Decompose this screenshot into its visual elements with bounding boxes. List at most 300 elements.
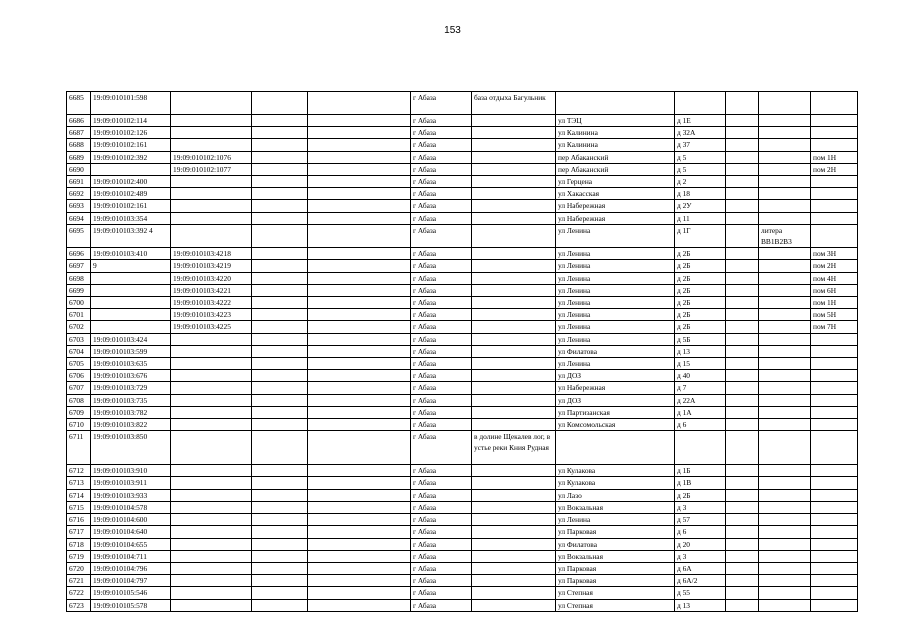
street-cell: ул Вокзальная	[556, 550, 675, 562]
premises-cell	[811, 599, 858, 611]
location-cell	[472, 321, 556, 333]
empty-cell	[726, 176, 759, 188]
house-cell: д 11	[675, 212, 726, 224]
street-cell: пер Абаканский	[556, 163, 675, 175]
table-row	[67, 333, 858, 345]
location-cell	[472, 345, 556, 357]
empty-cell	[252, 599, 308, 611]
empty-cell	[726, 224, 759, 247]
town-cell: г Абаза	[411, 465, 472, 477]
cadastral-number	[91, 297, 171, 309]
empty-cell	[252, 382, 308, 394]
row-number: 6710	[67, 419, 91, 431]
litera-cell	[759, 431, 811, 465]
location-cell	[472, 248, 556, 260]
row-number: 6720	[67, 562, 91, 574]
empty-cell	[308, 224, 411, 247]
premises-cadastral-number	[171, 431, 252, 465]
empty-cell	[308, 406, 411, 418]
street-cell: ул Парковая	[556, 562, 675, 574]
cadastral-number: 19:09:010102:126	[91, 127, 171, 139]
cadastral-number: 19:09:010104:578	[91, 501, 171, 513]
table-row	[67, 526, 858, 538]
premises-cadastral-number	[171, 212, 252, 224]
location-cell	[472, 465, 556, 477]
premises-cadastral-number	[171, 477, 252, 489]
row-number: 6690	[67, 163, 91, 175]
cadastral-number: 19:09:010103:933	[91, 489, 171, 501]
empty-cell	[726, 501, 759, 513]
row-number: 6695	[67, 224, 91, 247]
empty-cell	[252, 431, 308, 465]
street-cell: ул Ленина	[556, 358, 675, 370]
empty-cell	[726, 188, 759, 200]
house-cell: д 1Г	[675, 224, 726, 247]
location-cell	[472, 526, 556, 538]
empty-cell	[252, 562, 308, 574]
location-cell	[472, 163, 556, 175]
empty-cell	[252, 358, 308, 370]
street-cell: ул Кулакова	[556, 477, 675, 489]
empty-cell	[726, 465, 759, 477]
premises-cell	[811, 176, 858, 188]
town-cell: г Абаза	[411, 188, 472, 200]
empty-cell	[726, 284, 759, 296]
cadastral-number: 19:09:010103:911	[91, 477, 171, 489]
litera-cell	[759, 345, 811, 357]
town-cell: г Абаза	[411, 431, 472, 465]
cadastral-number: 19:09:010103:910	[91, 465, 171, 477]
premises-cell	[811, 127, 858, 139]
house-cell: д 6А	[675, 562, 726, 574]
premises-cadastral-number	[171, 538, 252, 550]
town-cell: г Абаза	[411, 370, 472, 382]
cadastral-number: 19:09:010103:735	[91, 394, 171, 406]
empty-cell	[726, 212, 759, 224]
location-cell	[472, 419, 556, 431]
premises-cell: пом 7Н	[811, 321, 858, 333]
location-cell	[472, 370, 556, 382]
town-cell: г Абаза	[411, 501, 472, 513]
premises-cell	[811, 358, 858, 370]
premises-cadastral-number	[171, 419, 252, 431]
street-cell: ул Ленина	[556, 272, 675, 284]
empty-cell	[252, 115, 308, 127]
empty-cell	[726, 575, 759, 587]
town-cell: г Абаза	[411, 477, 472, 489]
town-cell: г Абаза	[411, 248, 472, 260]
empty-cell	[252, 345, 308, 357]
litera-cell	[759, 526, 811, 538]
location-cell	[472, 514, 556, 526]
house-cell: д 2	[675, 176, 726, 188]
empty-cell	[252, 163, 308, 175]
location-cell	[472, 358, 556, 370]
street-cell: ул Калинина	[556, 139, 675, 151]
location-cell	[472, 333, 556, 345]
premises-cadastral-number: 19:09:010103:4220	[171, 272, 252, 284]
litera-cell	[759, 550, 811, 562]
empty-cell	[252, 406, 308, 418]
empty-cell	[308, 139, 411, 151]
town-cell: г Абаза	[411, 127, 472, 139]
empty-cell	[726, 587, 759, 599]
premises-cell	[811, 370, 858, 382]
town-cell: г Абаза	[411, 139, 472, 151]
table-row	[67, 115, 858, 127]
empty-cell	[308, 394, 411, 406]
premises-cell	[811, 538, 858, 550]
empty-cell	[308, 477, 411, 489]
litera-cell	[759, 248, 811, 260]
table-row	[67, 550, 858, 562]
empty-cell	[726, 406, 759, 418]
premises-cadastral-number	[171, 127, 252, 139]
street-cell: ул ДОЗ	[556, 394, 675, 406]
location-cell	[472, 550, 556, 562]
cadastral-number: 19:09:010103:424	[91, 333, 171, 345]
cadastral-number: 19:09:010105:578	[91, 599, 171, 611]
house-cell: д 13	[675, 599, 726, 611]
empty-cell	[308, 382, 411, 394]
empty-cell	[252, 333, 308, 345]
house-cell: д 5	[675, 151, 726, 163]
premises-cell: пом 6Н	[811, 284, 858, 296]
empty-cell	[726, 550, 759, 562]
town-cell: г Абаза	[411, 345, 472, 357]
street-cell: ул ДОЗ	[556, 370, 675, 382]
premises-cell	[811, 465, 858, 477]
premises-cadastral-number	[171, 200, 252, 212]
table-row	[67, 151, 858, 163]
empty-cell	[252, 489, 308, 501]
empty-cell	[252, 514, 308, 526]
litera-cell	[759, 587, 811, 599]
litera-cell	[759, 163, 811, 175]
table-row	[67, 370, 858, 382]
row-number: 6692	[67, 188, 91, 200]
cadastral-number: 19:09:010104:797	[91, 575, 171, 587]
row-number: 6707	[67, 382, 91, 394]
empty-cell	[308, 260, 411, 272]
street-cell: ул Комсомольская	[556, 419, 675, 431]
litera-cell	[759, 272, 811, 284]
empty-cell	[308, 309, 411, 321]
house-cell: д 1Е	[675, 115, 726, 127]
litera-cell	[759, 92, 811, 115]
empty-cell	[308, 115, 411, 127]
premises-cadastral-number: 19:09:010103:4219	[171, 260, 252, 272]
town-cell: г Абаза	[411, 526, 472, 538]
premises-cadastral-number	[171, 406, 252, 418]
table-row	[67, 127, 858, 139]
empty-cell	[726, 333, 759, 345]
table-row	[67, 477, 858, 489]
premises-cadastral-number	[171, 562, 252, 574]
empty-cell	[252, 297, 308, 309]
premises-cell	[811, 477, 858, 489]
house-cell	[675, 92, 726, 115]
litera-cell	[759, 501, 811, 513]
row-number: 6715	[67, 501, 91, 513]
town-cell: г Абаза	[411, 284, 472, 296]
premises-cell	[811, 394, 858, 406]
location-cell: в долине Щекалев лог, в устье реки Кния Рудная	[472, 431, 556, 465]
town-cell: г Абаза	[411, 115, 472, 127]
row-number: 6708	[67, 394, 91, 406]
table-row	[67, 514, 858, 526]
litera-cell	[759, 562, 811, 574]
empty-cell	[252, 139, 308, 151]
house-cell: д 5Б	[675, 333, 726, 345]
empty-cell	[252, 260, 308, 272]
empty-cell	[726, 272, 759, 284]
location-cell	[472, 115, 556, 127]
cadastral-number: 19:09:010101:598	[91, 92, 171, 115]
location-cell	[472, 406, 556, 418]
town-cell: г Абаза	[411, 176, 472, 188]
row-number: 6706	[67, 370, 91, 382]
litera-cell	[759, 394, 811, 406]
location-cell	[472, 394, 556, 406]
litera-cell	[759, 309, 811, 321]
street-cell: ул Калинина	[556, 127, 675, 139]
house-cell: д 2Б	[675, 260, 726, 272]
table-row	[67, 431, 858, 465]
premises-cell	[811, 212, 858, 224]
cadastral-number: 19:09:010103:850	[91, 431, 171, 465]
empty-cell	[252, 188, 308, 200]
house-cell: д 6	[675, 419, 726, 431]
street-cell: ул Степная	[556, 599, 675, 611]
town-cell: г Абаза	[411, 224, 472, 247]
litera-cell	[759, 538, 811, 550]
register-table	[66, 91, 858, 612]
house-cell: д 1Б	[675, 465, 726, 477]
empty-cell	[252, 224, 308, 247]
empty-cell	[308, 345, 411, 357]
cadastral-number: 19:09:010102:392	[91, 151, 171, 163]
empty-cell	[252, 309, 308, 321]
town-cell: г Абаза	[411, 538, 472, 550]
street-cell: ул ТЭЦ	[556, 115, 675, 127]
town-cell: г Абаза	[411, 419, 472, 431]
house-cell: д 40	[675, 370, 726, 382]
town-cell: г Абаза	[411, 599, 472, 611]
empty-cell	[308, 163, 411, 175]
table-row	[67, 382, 858, 394]
empty-cell	[726, 526, 759, 538]
street-cell: ул Парковая	[556, 575, 675, 587]
empty-cell	[308, 431, 411, 465]
premises-cell	[811, 115, 858, 127]
house-cell	[675, 431, 726, 465]
location-cell	[472, 127, 556, 139]
empty-cell	[308, 248, 411, 260]
empty-cell	[308, 562, 411, 574]
empty-cell	[726, 248, 759, 260]
street-cell: ул Филатова	[556, 538, 675, 550]
row-number: 6693	[67, 200, 91, 212]
litera-cell	[759, 599, 811, 611]
street-cell	[556, 92, 675, 115]
street-cell: ул Лазо	[556, 489, 675, 501]
row-number: 6717	[67, 526, 91, 538]
premises-cell	[811, 224, 858, 247]
empty-cell	[252, 538, 308, 550]
empty-cell	[252, 465, 308, 477]
cadastral-number: 19:09:010104:600	[91, 514, 171, 526]
row-number: 6713	[67, 477, 91, 489]
street-cell: ул Ленина	[556, 309, 675, 321]
empty-cell	[726, 538, 759, 550]
location-cell	[472, 489, 556, 501]
litera-cell	[759, 151, 811, 163]
street-cell: ул Вокзальная	[556, 501, 675, 513]
empty-cell	[252, 394, 308, 406]
town-cell: г Абаза	[411, 514, 472, 526]
empty-cell	[308, 419, 411, 431]
street-cell: ул Ленина	[556, 333, 675, 345]
table-row	[67, 406, 858, 418]
cadastral-number: 19:09:010102:400	[91, 176, 171, 188]
premises-cadastral-number: 19:09:010102:1077	[171, 163, 252, 175]
litera-cell	[759, 406, 811, 418]
cadastral-number: 19:09:010103:392 4	[91, 224, 171, 247]
premises-cell	[811, 526, 858, 538]
premises-cell	[811, 431, 858, 465]
house-cell: д 1В	[675, 477, 726, 489]
table-row	[67, 358, 858, 370]
litera-cell	[759, 489, 811, 501]
empty-cell	[726, 489, 759, 501]
empty-cell	[308, 188, 411, 200]
empty-cell	[308, 370, 411, 382]
house-cell: д 5	[675, 163, 726, 175]
litera-cell	[759, 370, 811, 382]
town-cell: г Абаза	[411, 151, 472, 163]
row-number: 6699	[67, 284, 91, 296]
empty-cell	[252, 284, 308, 296]
street-cell: ул Ленина	[556, 224, 675, 247]
location-cell	[472, 139, 556, 151]
empty-cell	[726, 297, 759, 309]
premises-cadastral-number	[171, 224, 252, 247]
street-cell: ул Ленина	[556, 514, 675, 526]
town-cell: г Абаза	[411, 212, 472, 224]
street-cell: ул Хакасская	[556, 188, 675, 200]
empty-cell	[308, 501, 411, 513]
cadastral-number	[91, 309, 171, 321]
litera-cell	[759, 188, 811, 200]
empty-cell	[726, 139, 759, 151]
cadastral-number	[91, 321, 171, 333]
town-cell: г Абаза	[411, 575, 472, 587]
table-row	[67, 587, 858, 599]
row-number: 6704	[67, 345, 91, 357]
empty-cell	[726, 394, 759, 406]
location-cell	[472, 224, 556, 247]
row-number: 6702	[67, 321, 91, 333]
location-cell	[472, 297, 556, 309]
table-row	[67, 200, 858, 212]
table-row	[67, 260, 858, 272]
street-cell: ул Кулакова	[556, 465, 675, 477]
house-cell: д 20	[675, 538, 726, 550]
house-cell: д 37	[675, 139, 726, 151]
table-row	[67, 538, 858, 550]
house-cell: д 22А	[675, 394, 726, 406]
house-cell: д 2У	[675, 200, 726, 212]
cadastral-number: 19:09:010104:796	[91, 562, 171, 574]
house-cell: д 32А	[675, 127, 726, 139]
table-row	[67, 188, 858, 200]
town-cell: г Абаза	[411, 489, 472, 501]
table-row	[67, 345, 858, 357]
cadastral-number: 19:09:010105:546	[91, 587, 171, 599]
cadastral-number: 19:09:010104:711	[91, 550, 171, 562]
empty-cell	[252, 92, 308, 115]
premises-cadastral-number	[171, 587, 252, 599]
table-row	[67, 212, 858, 224]
table-row	[67, 419, 858, 431]
town-cell: г Абаза	[411, 562, 472, 574]
premises-cadastral-number	[171, 394, 252, 406]
cadastral-number: 19:09:010102:489	[91, 188, 171, 200]
location-cell	[472, 501, 556, 513]
empty-cell	[252, 248, 308, 260]
row-number: 6691	[67, 176, 91, 188]
house-cell: д 2Б	[675, 321, 726, 333]
premises-cell	[811, 501, 858, 513]
premises-cadastral-number	[171, 176, 252, 188]
empty-cell	[308, 489, 411, 501]
premises-cell: пом 2Н	[811, 260, 858, 272]
cadastral-number	[91, 272, 171, 284]
row-number: 6686	[67, 115, 91, 127]
row-number: 6722	[67, 587, 91, 599]
litera-cell	[759, 212, 811, 224]
empty-cell	[726, 127, 759, 139]
house-cell: д 6А/2	[675, 575, 726, 587]
empty-cell	[308, 284, 411, 296]
table-row	[67, 309, 858, 321]
litera-cell	[759, 115, 811, 127]
premises-cell: пом 1Н	[811, 151, 858, 163]
table-row	[67, 562, 858, 574]
premises-cadastral-number	[171, 550, 252, 562]
cadastral-number: 19:09:010102:161	[91, 139, 171, 151]
table-row	[67, 575, 858, 587]
house-cell: д 18	[675, 188, 726, 200]
table-row	[67, 489, 858, 501]
cadastral-number: 19:09:010102:161	[91, 200, 171, 212]
location-cell	[472, 176, 556, 188]
table-row	[67, 224, 858, 247]
table-row	[67, 139, 858, 151]
premises-cadastral-number: 19:09:010103:4222	[171, 297, 252, 309]
premises-cadastral-number	[171, 465, 252, 477]
cadastral-number: 19:09:010103:729	[91, 382, 171, 394]
premises-cadastral-number: 19:09:010103:4223	[171, 309, 252, 321]
town-cell: г Абаза	[411, 163, 472, 175]
empty-cell	[308, 538, 411, 550]
premises-cell	[811, 419, 858, 431]
empty-cell	[252, 212, 308, 224]
litera-cell	[759, 321, 811, 333]
premises-cadastral-number: 19:09:010102:1076	[171, 151, 252, 163]
house-cell: д 1А	[675, 406, 726, 418]
